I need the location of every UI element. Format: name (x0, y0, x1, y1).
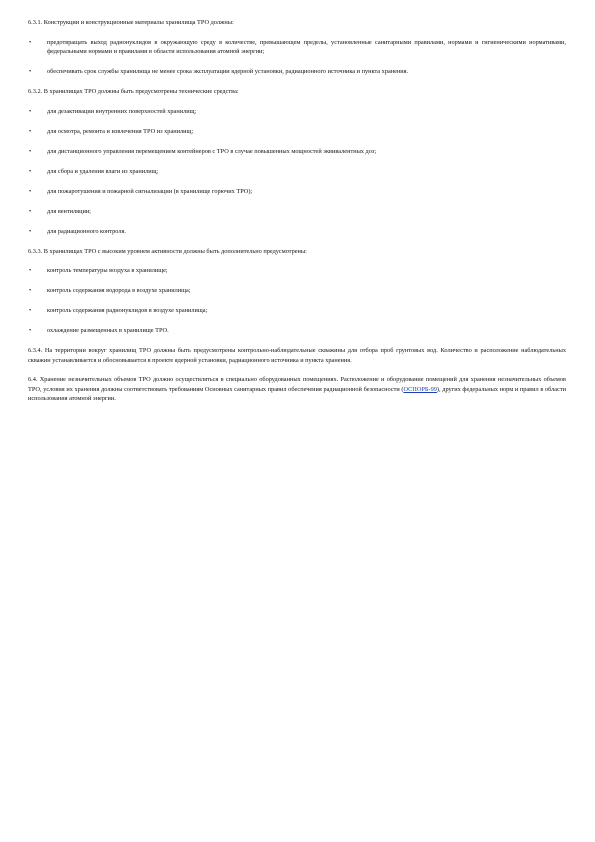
list-item (28, 127, 566, 137)
list-item-text: предотвращать выход радионуклидов в окружающую среду в количестве, превышающем пределы, установленные санитарными правилами, нормами и гигиеническими нормативами, федеральными нормами и правилами в области использования атомной энергии; (47, 38, 566, 55)
bullet-icon: • (29, 287, 32, 294)
list-item (28, 67, 566, 77)
list-item-text: для дистанционного управления перемещением контейнеров с ТРО в случае повышенных мощностей эквивалентных доз; (47, 147, 377, 155)
list-item (28, 286, 566, 296)
list-item (28, 207, 566, 217)
bullet-icon: • (29, 127, 32, 135)
bullet-icon: • (29, 227, 32, 235)
document-body (28, 18, 566, 414)
bullet-icon: • (29, 68, 32, 75)
list-item-text: обеспечивать срок службы хранилища не менее срока эксплуатации ядерной установки, радиационного источника и пункта хранения. (47, 68, 409, 75)
section-6-4-paragraph (28, 375, 566, 404)
list-item-text: контроль содержания радионуклидов в воздухе хранилища; (47, 307, 208, 314)
bullet-icon: • (29, 147, 32, 155)
osporb-link[interactable]: ОСПОРБ-99 (403, 385, 437, 393)
list-item (28, 326, 566, 336)
list-item-text: для сбора и удаления влаги из хранилищ; (47, 167, 159, 175)
bullet-icon: • (29, 307, 32, 314)
list-item-text: для дезактивации внутренних поверхностей хранилищ; (47, 107, 197, 115)
list-item (28, 167, 566, 177)
bullet-icon: • (29, 207, 32, 215)
list-item (28, 187, 566, 197)
section-6-4-text: 6.4. Хранение незначительных объемов ТРО должно осуществляться в специально оборудованных помещениях. Расположение и оборудование помещений для хранения незначительных объемов ТРО, условия их хранения должны соответствовать требованиям Основных санитарных правил обеспечения радиационной безопасности ( (28, 376, 566, 393)
section-6-4-text-end: ), других федеральных норм и правил в области использования атомной энергии. (28, 385, 567, 402)
list-item (28, 266, 566, 276)
section-6-3-3-heading: 6.3.3. В хранилищах ТРО с высоким уровнем активности должны быть дополнительно предусмотрены: (28, 247, 307, 255)
bullet-icon: • (29, 38, 32, 46)
bullet-icon: • (29, 167, 32, 175)
list-item-text: контроль температуры воздуха в хранилище; (47, 267, 168, 274)
list-item-text: контроль содержания водорода в воздухе хранилища; (47, 287, 191, 294)
bullet-icon: • (29, 107, 32, 115)
list-item (28, 227, 566, 237)
list-item-text: для пожаротушения и пожарной сигнализации (в хранилище горючих ТРО); (47, 187, 253, 195)
list-item-text: охлаждение размещенных в хранилище ТРО. (47, 327, 169, 334)
list-item (28, 147, 566, 157)
bullet-icon: • (29, 267, 32, 274)
list-item (28, 107, 566, 117)
section-6-3-1-heading: 6.3.1. Конструкции и конструкционные материалы хранилища ТРО должны: (28, 19, 234, 26)
list-item-text: для вентиляции; (47, 207, 91, 215)
section-6-3-2-heading: 6.3.2. В хранилищах ТРО должны быть предусмотрены технические средства: (28, 88, 239, 95)
bullet-icon: • (29, 327, 32, 334)
list-item (28, 38, 566, 57)
list-item-text: для осмотра, ремонта и извлечения ТРО из хранилищ; (47, 127, 194, 135)
section-6-3-4-paragraph: 6.3.4. На территории вокруг хранилищ ТРО должны быть предусмотрены контрольно-наблюдательные скважины для отбора проб грунтовых вод. Количество и расположение наблюдательных скважин устанавливается и обосновывается в проекте ядерной установки, радиационного источника и пункта хранения. (28, 347, 566, 364)
bullet-icon: • (29, 187, 32, 195)
list-item (28, 306, 566, 316)
list-item-text: для радиационного контроля. (47, 227, 126, 235)
